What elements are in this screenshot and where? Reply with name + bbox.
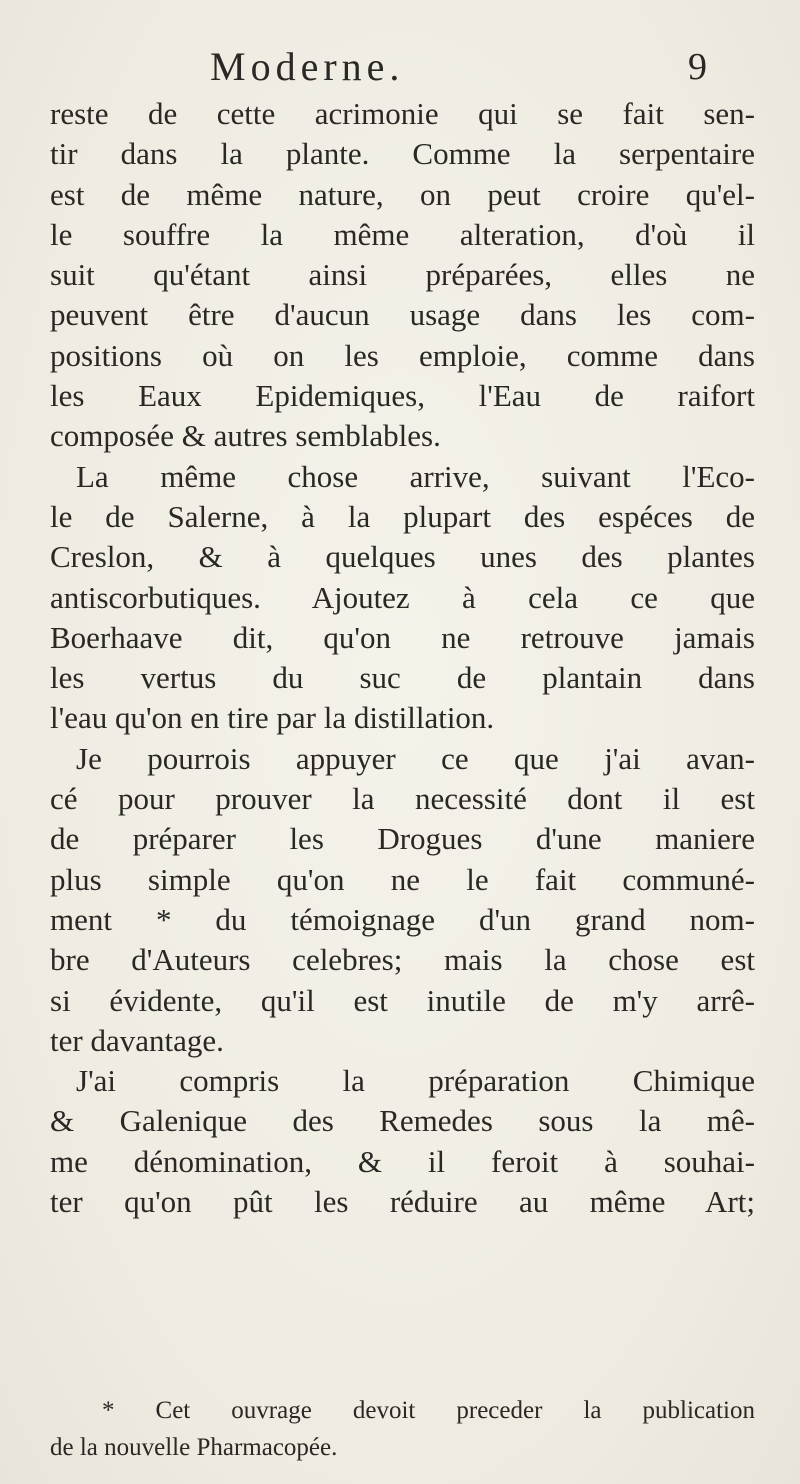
footnote-line: de la nouvelle Pharmacopée.	[50, 1434, 338, 1461]
text-line: les Eaux Epidemiques, l'Eau de raifort	[50, 378, 755, 414]
page-number: 9	[688, 46, 707, 88]
text-line: ter qu'on pût les réduire au même Art;	[50, 1184, 755, 1220]
body-text	[50, 94, 755, 1222]
text-line: plus simple qu'on ne le fait communé-	[50, 861, 755, 897]
text-line: & Galenique des Remedes sous la mê-	[50, 1103, 755, 1139]
text-line: J'ai compris la préparation Chimique	[76, 1063, 755, 1099]
text-line: antiscorbutiques. Ajoutez à cela ce que	[50, 579, 755, 615]
text-line: Boerhaave dit, qu'on ne retrouve jamais	[50, 619, 755, 655]
text-line: composée & autres semblables.	[50, 418, 441, 454]
text-line: de préparer les Drogues d'une maniere	[50, 821, 755, 857]
text-line: positions où on les emploie, comme dans	[50, 337, 755, 373]
text-line: l'eau qu'on en tire par la distillation.	[50, 700, 495, 736]
text-line: si évidente, qu'il est inutile de m'y arrê-	[50, 982, 755, 1018]
footnote-line: * Cet ouvrage devoit preceder la publication	[102, 1397, 755, 1424]
text-line: Creslon, & à quelques unes des plantes	[50, 539, 755, 575]
text-line: suit qu'étant ainsi préparées, elles ne	[50, 257, 755, 293]
text-line: Je pourrois appuyer ce que j'ai avan-	[76, 740, 755, 776]
text-line: le de Salerne, à la plupart des espéces de	[50, 498, 755, 534]
text-line: reste de cette acrimonie qui se fait sen-	[50, 96, 755, 131]
text-line: bre d'Auteurs celebres; mais la chose est	[50, 942, 755, 978]
text-line: tir dans la plante. Comme la serpentaire	[50, 136, 755, 172]
text-line: ter davantage.	[50, 1022, 224, 1058]
text-line: le souffre la même alteration, d'où il	[50, 216, 755, 252]
running-title: Moderne.	[210, 44, 405, 89]
text-line: me dénomination, & il feroit à souhai-	[50, 1143, 755, 1179]
text-line: cé pour prouver la necessité dont il est	[50, 781, 755, 817]
text-line: les vertus du suc de plantain dans	[50, 660, 755, 696]
running-head	[0, 42, 800, 92]
text-line: La même chose arrive, suivant l'Eco-	[76, 458, 755, 494]
text-line: peuvent être d'aucun usage dans les com-	[50, 297, 755, 333]
text-line: est de même nature, on peut croire qu'el-	[50, 176, 755, 212]
text-line: ment * du témoignage d'un grand nom-	[50, 901, 755, 937]
footnote	[50, 1392, 755, 1466]
